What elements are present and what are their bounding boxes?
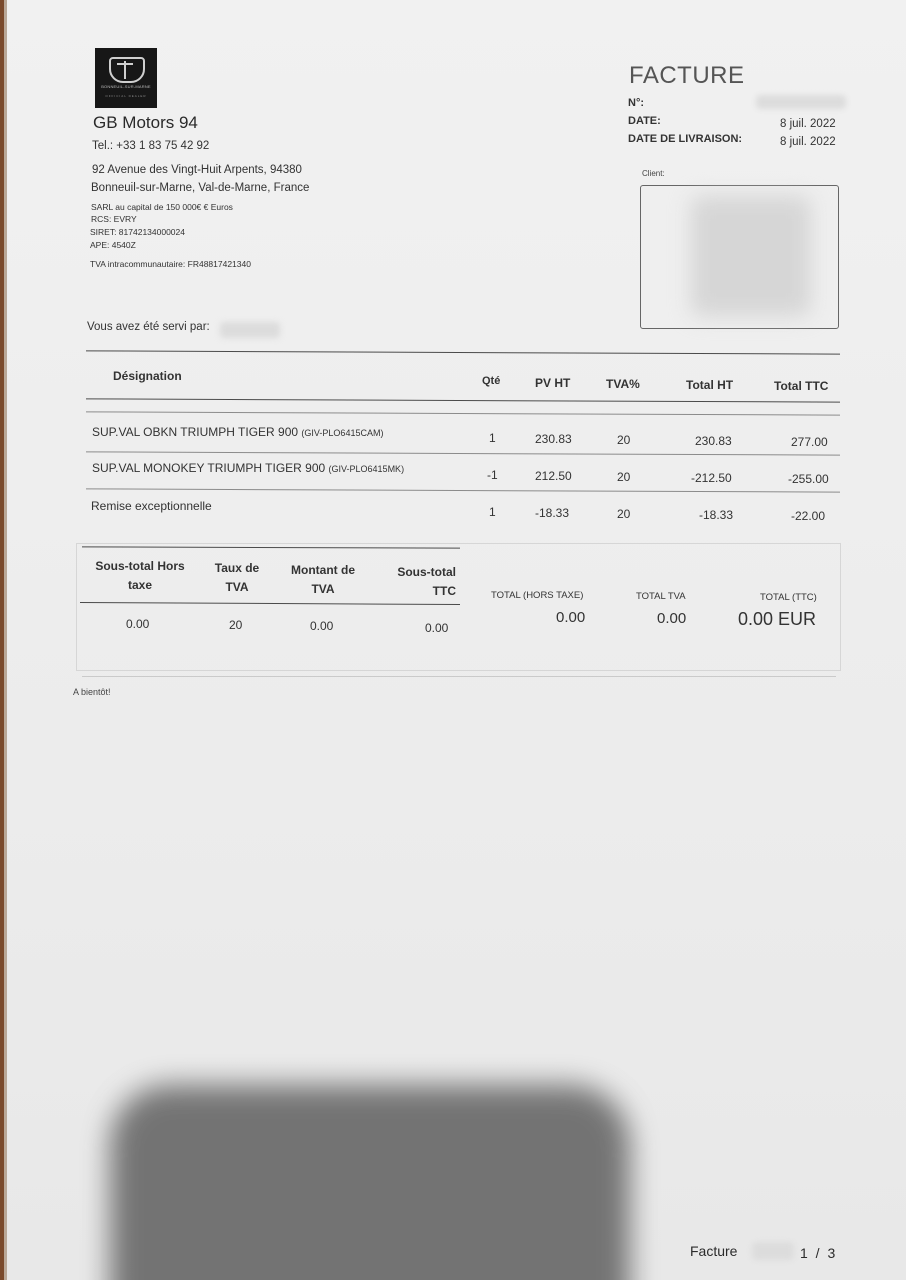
summary-vat-rate: 20 <box>229 618 243 632</box>
company-tel: Tel.: +33 1 83 75 42 92 <box>92 140 210 152</box>
footer-page-number: 1 / 3 <box>800 1245 838 1261</box>
paper-edge <box>4 0 7 1280</box>
col-designation: Désignation <box>113 369 182 383</box>
table-row-1-tva: 20 <box>617 433 631 447</box>
delivery-date: 8 juil. 2022 <box>780 136 836 148</box>
served-by-label: Vous avez été servi par: <box>87 321 210 333</box>
summary-col-subtotal-ttc <box>380 563 456 601</box>
table-row-1-qty: 1 <box>489 431 496 445</box>
client-label: Client: <box>642 169 665 178</box>
closing-text: A bientôt! <box>73 687 111 697</box>
summary-bottom-rule <box>82 676 836 677</box>
col-pv-ht: PV HT <box>535 376 571 390</box>
total-ttc-label: TOTAL (TTC) <box>760 592 817 603</box>
summary-col-subtotal-ttc-line1: Sous-total <box>397 565 456 579</box>
body-top-rule <box>86 411 840 415</box>
table-row-2-total-ttc: -255.00 <box>788 472 829 486</box>
summary-subtotal-ttc: 0.00 <box>425 621 449 635</box>
table-row-1-total-ht: 230.83 <box>695 434 732 448</box>
invoice-number-redacted <box>756 95 846 109</box>
item-name: SUP.VAL OBKN TRIUMPH TIGER 900 <box>92 425 299 439</box>
table-row-3-qty: 1 <box>489 505 496 519</box>
table-row-3-tva: 20 <box>617 507 631 521</box>
invoice-date-label: DATE: <box>628 115 661 127</box>
table-row-3-pv-ht: -18.33 <box>535 506 570 520</box>
col-total-ttc: Total TTC <box>774 379 829 393</box>
summary-col-subtotal-ttc-line2: TTC <box>432 584 456 598</box>
table-row-2-total-ht: -212.50 <box>691 471 732 485</box>
company-vat: TVA intracommunautaire: FR48817421340 <box>90 259 251 269</box>
company-address-line2: Bonneuil-sur-Marne, Val-de-Marne, France <box>91 182 310 194</box>
company-siret: SIRET: 81742134000024 <box>90 227 185 237</box>
item-name: SUP.VAL MONOKEY TRIUMPH TIGER 900 <box>92 461 326 475</box>
invoice-title: FACTURE <box>629 62 745 89</box>
table-row-3-total-ttc: -22.00 <box>791 509 826 523</box>
delivery-date-label: DATE DE LIVRAISON: <box>628 133 743 145</box>
col-tva: TVA% <box>606 377 640 391</box>
summary-col-vat-amount-line1: Montant de <box>291 563 355 577</box>
summary-vat-amount: 0.00 <box>310 619 334 633</box>
logo-town: BONNEUIL-SUR-MARNE <box>101 84 151 89</box>
company-rcs: RCS: EVRY <box>91 214 137 224</box>
client-address-box <box>640 185 839 329</box>
company-address-line1: 92 Avenue des Vingt-Huit Arpents, 94380 <box>92 164 302 176</box>
table-top-rule <box>86 350 840 354</box>
summary-subtotal-ht: 0.00 <box>126 617 150 631</box>
total-ttc-value: 0.00 EUR <box>738 609 817 629</box>
total-tva-value: 0.00 <box>657 610 687 627</box>
shield-emblem <box>109 57 145 83</box>
row-2-rule <box>86 488 840 492</box>
summary-col-vat-amount <box>282 561 364 599</box>
served-by-redacted <box>220 322 280 338</box>
invoice-number-label: N°: <box>628 97 645 109</box>
table-row-1-designation <box>92 425 383 439</box>
footer-label: Facture <box>690 1243 738 1259</box>
summary-col-subtotal-ht-line2: taxe <box>127 578 153 592</box>
summary-col-vat-rate-line1: Taux de <box>214 561 260 575</box>
row-1-rule <box>86 451 840 455</box>
invoice-page <box>4 0 906 1280</box>
company-ape: APE: 4540Z <box>90 240 136 250</box>
summary-col-vat-amount-line2: TVA <box>311 582 335 596</box>
table-row-2-tva: 20 <box>617 470 631 484</box>
table-row-2-pv-ht: 212.50 <box>535 469 572 483</box>
company-logo <box>95 48 157 108</box>
invoice-date: 8 juil. 2022 <box>780 118 836 130</box>
table-row-3-total-ht: -18.33 <box>699 508 734 522</box>
item-name: Remise exceptionnelle <box>91 499 212 513</box>
total-ht-value: 0.00 <box>556 609 586 626</box>
table-row-2-qty: -1 <box>487 468 498 482</box>
table-row-1-total-ttc: 277.00 <box>791 435 828 449</box>
camera-shadow <box>110 1085 630 1280</box>
table-row-2-designation <box>92 461 404 475</box>
col-qty: Qté <box>482 375 501 387</box>
total-tva-label: TOTAL TVA <box>636 591 686 602</box>
header-bottom-rule <box>86 398 840 402</box>
logo-dealer: OFFICIAL DEALER <box>105 94 147 98</box>
summary-col-vat-rate <box>202 559 272 597</box>
item-ref: (GIV-PLO6415MK) <box>328 464 405 474</box>
company-name: GB Motors 94 <box>93 113 198 132</box>
summary-col-vat-rate-line2: TVA <box>225 580 249 594</box>
footer-number-redacted <box>752 1242 794 1260</box>
item-ref: (GIV-PLO6415CAM) <box>301 428 384 438</box>
summary-col-subtotal-ht <box>88 557 192 595</box>
col-total-ht: Total HT <box>686 378 734 392</box>
table-row-3-designation <box>91 499 212 513</box>
company-capital: SARL au capital de 150 000€ € Euros <box>91 202 233 212</box>
client-redacted <box>691 196 811 316</box>
table-row-1-pv-ht: 230.83 <box>535 432 572 446</box>
total-ht-label: TOTAL (HORS TAXE) <box>491 590 584 601</box>
summary-col-subtotal-ht-line1: Sous-total Hors <box>95 559 185 573</box>
